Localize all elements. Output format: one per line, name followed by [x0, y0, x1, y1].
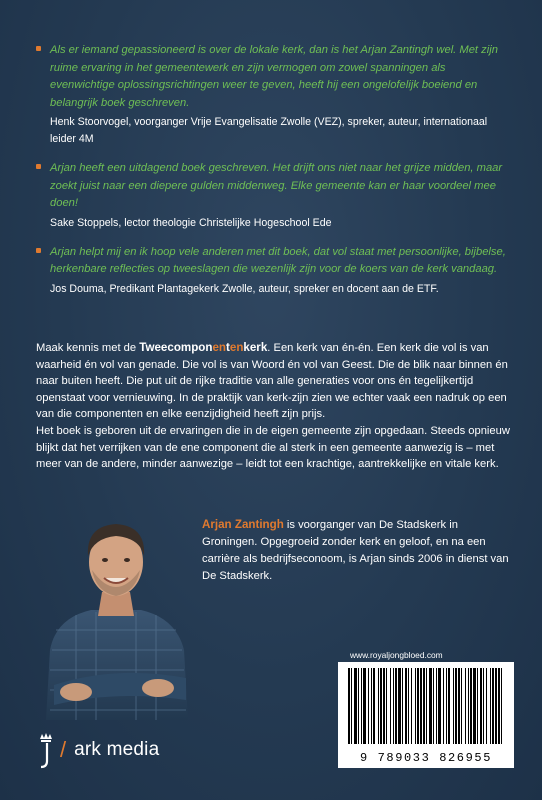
- barcode-bar: [480, 668, 482, 744]
- publisher-name: ark media: [74, 739, 160, 760]
- barcode-bar: [386, 668, 387, 744]
- bullet-icon: [36, 164, 41, 169]
- brand-name: [139, 341, 267, 354]
- quote-author: Henk Stoorvogel, voorganger Vrije Evangelisatie Zwolle (VEZ), spreker, auteur, internationaal leider 4M: [50, 116, 488, 145]
- book-description: [36, 340, 510, 473]
- quote-text: Als er iemand gepassioneerd is over de lokale kerk, dan is het Arjan Zantingh wel. Met zijn ruime ervaring in het gemeentewerk en zijn vermogen om zowel spanningen als evenwichtige oplossingsrichtingen weer te geven, heeft hij een ongelofelijk boeiend en belangrijk boek geschreven.: [50, 44, 498, 109]
- publisher-logo: [38, 730, 159, 770]
- author-photo: [36, 500, 196, 720]
- endorsement-quote: [36, 244, 506, 298]
- barcode-bar: [438, 668, 441, 744]
- barcode-bar: [390, 668, 391, 744]
- quote-author: Jos Douma, Predikant Plantagekerk Zwolle, auteur, spreker en docent aan de ETF.: [50, 282, 439, 295]
- publisher-slash: /: [60, 737, 67, 762]
- blurb-intro: Maak kennis met de: [36, 342, 140, 354]
- barcode-bar: [368, 668, 369, 744]
- barcode-bar: [465, 668, 466, 744]
- endorsement-quote: [36, 160, 506, 232]
- brand-highlight: en: [212, 341, 226, 354]
- endorsements: [36, 42, 506, 310]
- barcode-bar: [495, 668, 497, 744]
- brand-part: kerk: [243, 341, 268, 354]
- quote-text: Arjan heeft een uitdagend boek geschreven. Het drijft ons niet naar het grijze midden, maar zoekt juist naar een diepere gulden middenweg. Elke gemeente kan er haar voordeel mee doen!: [50, 162, 503, 209]
- quote-text: Arjan helpt mij en ik hoop vele anderen met dit boek, dat vol staat met persoonlijke, bijbelse, herkenbare reflecties op tweeslagen die wezenlijk zijn voor de koers van de kerk vandaag.: [50, 245, 506, 275]
- bullet-icon: [36, 46, 41, 51]
- barcode-bar: [433, 668, 434, 744]
- barcode-bar: [358, 668, 359, 744]
- barcode-bar: [490, 668, 491, 744]
- endorsement-quote: [36, 42, 506, 148]
- barcode-bar: [393, 668, 394, 744]
- barcode-bar: [361, 668, 362, 744]
- barcode-bar: [405, 668, 407, 744]
- barcode-bar: [453, 668, 454, 744]
- barcode-bar: [423, 668, 425, 744]
- author-name: Arjan Zantingh: [202, 518, 284, 531]
- isbn-number: 9 789033 826955: [359, 751, 493, 765]
- barcode-bar: [383, 668, 385, 744]
- barcode-bar: [348, 668, 350, 744]
- barcode-bar: [470, 668, 472, 744]
- barcode-bar: [492, 668, 494, 744]
- brand-part: t: [226, 341, 230, 354]
- brand-part: Tweecompon: [139, 341, 213, 354]
- barcode-bar: [443, 668, 444, 744]
- barcode-bar: [398, 668, 401, 744]
- barcode-bar: [436, 668, 437, 744]
- barcode-bar: [461, 668, 462, 744]
- barcode-bar: [402, 668, 403, 744]
- barcode-bar: [498, 668, 500, 744]
- barcode-bar: [373, 668, 375, 744]
- isbn-barcode: [338, 662, 514, 768]
- barcode-bar: [446, 668, 447, 744]
- barcode-bar: [378, 668, 379, 744]
- barcode-bar: [473, 668, 476, 744]
- barcode-bar: [483, 668, 484, 744]
- blurb-text: . Een kerk van én-én. Een kerk die vol is van waarheid én vol van genade. Die vol is van Woord én vol van Geest. Die de blik naar binnen én naar buiten heeft. Die put uit de rijke traditie van alle generaties voor ons én tegelijkertijd openstaat voor vernieuwing. In de praktijk van kerk-zijn zien we echter vaak een nadruk op een van die componenten en elke eenzijdigheid heeft zijn prijs.: [36, 342, 508, 421]
- barcode-bar: [415, 668, 416, 744]
- quote-author: Sake Stoppels, lector theologie Christelijke Hogeschool Ede: [50, 216, 332, 229]
- barcode-bar: [455, 668, 457, 744]
- barcode-bar: [351, 668, 352, 744]
- barcode-bar: [408, 668, 409, 744]
- barcode-bar: [363, 668, 366, 744]
- barcode-bar: [380, 668, 382, 744]
- barcode-bar: [448, 668, 450, 744]
- author-bio: [202, 516, 512, 585]
- brand-highlight: en: [229, 341, 244, 354]
- crown-logo-icon: [38, 731, 54, 769]
- barcode-bar: [468, 668, 469, 744]
- barcode-bar: [429, 668, 432, 744]
- barcode-bar: [371, 668, 372, 744]
- barcode-bar: [426, 668, 427, 744]
- bullet-icon: [36, 248, 41, 253]
- barcode-bar: [395, 668, 397, 744]
- publisher-website: www.royaljongbloed.com: [350, 650, 443, 660]
- barcode-bar: [486, 668, 487, 744]
- blurb-text-2: Het boek is geboren uit de ervaringen die in de eigen gemeente zijn opgedaan. Steeds opnieuw blijkt dat het verrijken van de ene component die al sterk in een gemeente aanwezig is – met meer van de andere, minder aanwezige – leidt tot een krachtige, aantrekkelijke en vitale kerk.: [36, 424, 510, 471]
- barcode-bar: [417, 668, 419, 744]
- barcode-bar: [420, 668, 422, 744]
- barcode-bar: [458, 668, 460, 744]
- author-bio-text: is voorganger van De Stadskerk in Groningen. Opgegroeid zonder kerk en geloof, en na een carrière als bedrijfseconoom, is Arjan sinds 2006 in dienst van De Stadskerk.: [202, 519, 509, 582]
- barcode-bar: [501, 668, 502, 744]
- barcode-bar: [477, 668, 478, 744]
- barcode-bar: [354, 668, 357, 744]
- barcode-bar: [411, 668, 412, 744]
